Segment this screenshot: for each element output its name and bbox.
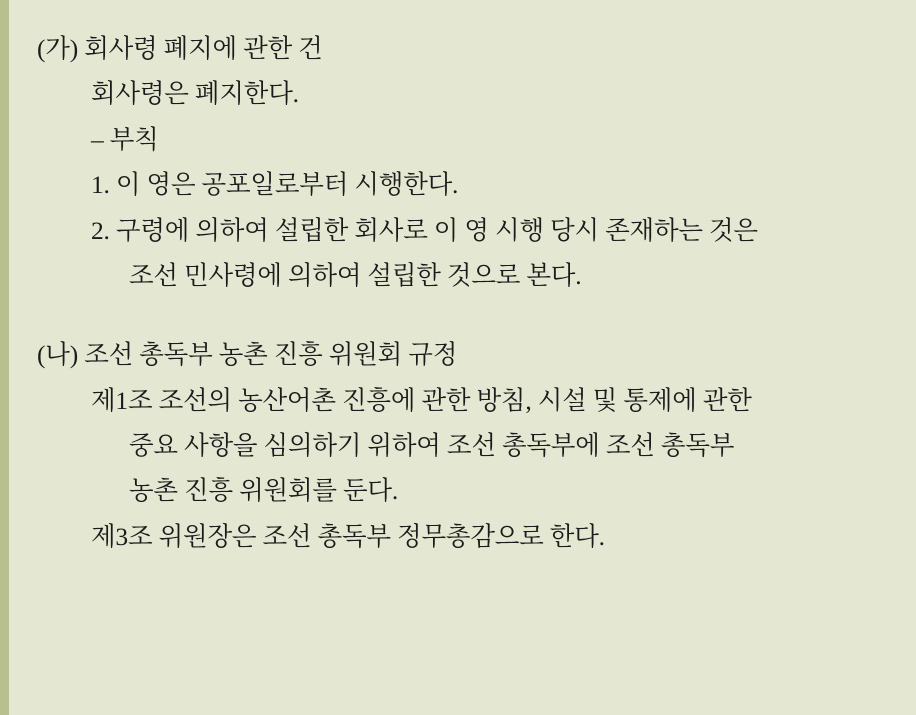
document-line: 농촌 진흥 위원회를 둔다. xyxy=(129,476,399,506)
document-line: (나) 조선 총독부 농촌 진흥 위원회 규정 xyxy=(37,340,458,370)
text-block-ga xyxy=(31,26,882,298)
document-line: 제1조 조선의 농산어촌 진흥에 관한 방침, 시설 및 통제에 관한 xyxy=(91,385,752,415)
document-line: – 부칙 xyxy=(91,124,159,154)
document-line: 조선 민사령에 의하여 설립한 것으로 본다. xyxy=(129,260,582,290)
document-line: (가) 회사령 폐지에 관한 건 xyxy=(37,34,323,63)
document-line: 중요 사항을 심의하기 위하여 조선 총독부에 조선 총독부 xyxy=(129,431,735,460)
document-line: 회사령은 폐지한다. xyxy=(91,79,299,109)
document-line: 1. 이 영은 공포일로부터 시행한다. xyxy=(91,170,459,200)
document-line: 제3조 위원장은 조선 총독부 정무총감으로 한다. xyxy=(91,521,605,551)
document-line: 2. 구령에 의하여 설립한 회사로 이 영 시행 당시 존재하는 것은 xyxy=(91,215,758,245)
text-block-na xyxy=(31,332,882,559)
